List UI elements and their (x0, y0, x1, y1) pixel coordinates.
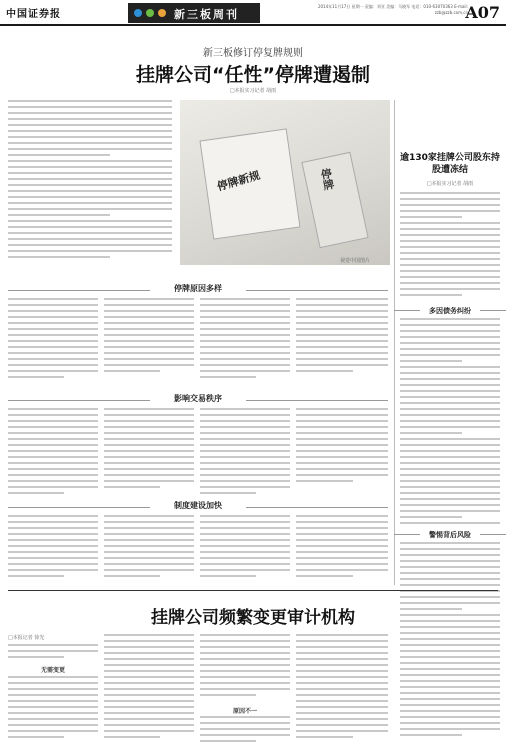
story1-photo (180, 100, 390, 265)
section2-col-1 (8, 408, 98, 498)
photo-sign-secondary (301, 152, 368, 248)
story2-col-1b (8, 676, 98, 746)
section2-label: 影响交易秩序 (150, 393, 246, 404)
page-number: A07 (465, 3, 500, 22)
sidebar-subtitle-2: 警惕背后风险 (424, 530, 476, 540)
sidebar-body-1 (400, 192, 500, 304)
story1-byline: □本报实习记者 胡雨 (229, 88, 277, 94)
section1-col-2 (104, 298, 194, 388)
story2-headline: 挂牌公司频繁变更审计机构 (151, 608, 355, 628)
story2-col-3a (200, 634, 290, 702)
story1-headline: 挂牌公司“任性”停牌遭遏制 (136, 64, 370, 86)
green-dot-icon (146, 9, 154, 17)
section2-col-3 (200, 408, 290, 498)
section3-col-1 (8, 515, 98, 585)
story1-intro-column (8, 100, 172, 265)
section-banner (128, 3, 260, 23)
section3-col-4 (296, 515, 388, 585)
section1-label: 停牌原因多样 (150, 283, 246, 294)
story1-subhead: 新三板修订停复牌规则 (203, 48, 303, 59)
sidebar-byline: □本报实习记者 胡雨 (426, 181, 474, 187)
section1-col-1 (8, 298, 98, 388)
photo-caption: 视觉中国图片 (340, 258, 371, 264)
newspaper-logo: 中国证券报 (6, 9, 61, 20)
story2-col-1a (8, 644, 98, 662)
photo-sign-text: 停牌新规 (215, 168, 262, 194)
photo-sign2-text: 停牌 (318, 167, 336, 192)
section2-col-4 (296, 408, 388, 498)
story2-top-rule (8, 590, 498, 591)
sidebar-divider (394, 100, 395, 585)
sidebar-headline: 逾130家挂牌公司股东持股遭冻结 (400, 153, 500, 175)
story2-col-2 (104, 634, 194, 746)
story2-subtitle-2: 原因不一 (232, 708, 257, 715)
sidebar-body-2 (400, 318, 500, 528)
section3-label: 制度建设加快 (150, 500, 246, 511)
masthead (0, 0, 506, 26)
photo-sign-main (199, 128, 300, 239)
story2-byline: □本报记者 徐光 (8, 635, 45, 641)
section1-col-3 (200, 298, 290, 388)
section3-col-3 (200, 515, 290, 585)
section1-col-4 (296, 298, 388, 388)
header-meta: 2014年11月17日 星期一 责编：刘亚 美编：马晓军 电话：010-63070363 E-mail: zzb@zzb.com.cn (317, 4, 468, 15)
sidebar-body-3 (400, 542, 500, 742)
section2-col-2 (104, 408, 194, 498)
story2-col-3b (200, 716, 290, 746)
section3-col-2 (104, 515, 194, 585)
orange-dot-icon (158, 9, 166, 17)
section-name: 新三板周刊 (174, 8, 239, 21)
story2-col-4 (296, 634, 388, 746)
blue-dot-icon (134, 9, 142, 17)
sidebar-subtitle-1: 多因债务纠纷 (424, 306, 476, 316)
story2-subtitle-1: 无需变更 (40, 667, 65, 674)
